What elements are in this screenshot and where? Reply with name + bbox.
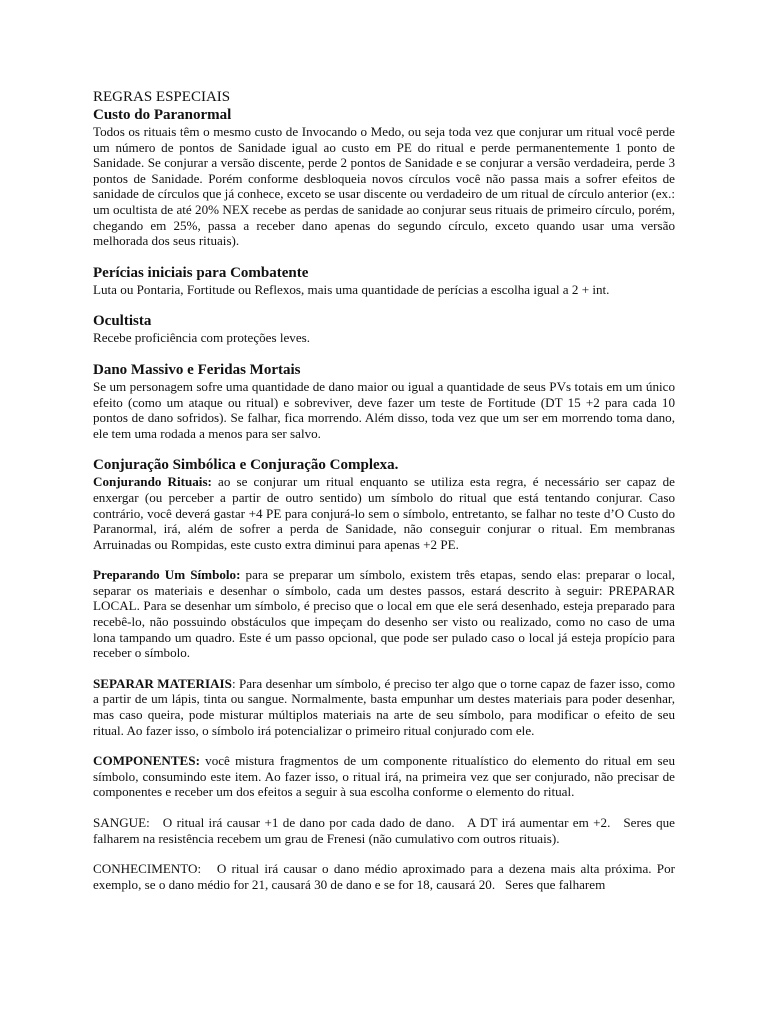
paragraph-ocultista: Recebe proficiência com proteções leves. (93, 330, 311, 346)
spacer (93, 661, 675, 676)
document-content (93, 88, 679, 892)
heading-custo-paranormal: Custo do Paranormal (93, 107, 232, 123)
spacer (93, 297, 675, 312)
paragraph-custo-paranormal: Todos os rituais têm o mesmo custo de Invocando o Medo, ou seja toda vez que conjurar um ritual você perde um número de pontos de Sanidade igual ao custo em PE do ritual e perde permanentemente 1 ponto de Sanidade. Se conjurar a versão discente, perde 2 pontos de Sanidade e se conjurar a versão verdadeira, perde 3 pontos de Sanidade. Porém conforme desbloqueia novos círculos você não passa mais a sofrer efeitos de sanidade de círculos que já conhece, exceto se usar discente ou verdadeiro de um ritual de círculo anterior (ex.: um ocultista de até 20% NEX recebe as perdas de sanidade ao conjurar seus rituais de primeiro círculo, porém, chegando em 25%, passa a receber dano apenas do segundo círculo, exceto quando usar uma versão melhorada dos seus rituais). (93, 124, 675, 249)
spacer (93, 346, 675, 361)
heading-conjuracao: Conjuração Simbólica e Conjuração Complexa. (93, 457, 399, 474)
paragraph-pericias: Luta ou Pontaria, Fortitude ou Reflexos, mais uma quantidade de perícias a escolha igual a 2 + int. (93, 281, 610, 297)
text-componentes: você mistura fragmentos de um componente ritualístico do elemento do ritual em seu símbolo, consumindo este item. Ao fazer isso, o ritual irá, na primeira vez que ser conjurado, não precisar de componentes e receber um dos efeitos a seguir à sua escolha conforme o elemento do ritual. (93, 753, 675, 800)
spacer (93, 552, 675, 567)
heading-ocultista: Ocultista (93, 313, 152, 330)
paragraph-separar-materiais (93, 676, 675, 738)
paragraph-dano-massivo: Se um personagem sofre uma quantidade de dano maior ou igual a quantidade de seus PVs totais em um único efeito (como um ataque ou ritual) e sobreviver, deve fazer um teste de Fortitude (DT 15 +2 para cada 10 pontos de dano sofridos). Se falhar, fica morrendo. Além disso, toda vez que um ser em morrendo toma dano, ele tem uma rodada a menos para ser salvo. (93, 378, 675, 441)
spacer (93, 441, 675, 456)
label-componentes: COMPONENTES: (93, 753, 200, 769)
label-preparando-simbolo: Preparando Um Símbolo: (93, 567, 241, 583)
paragraph-preparando-simbolo (93, 567, 675, 661)
spacer (93, 846, 675, 861)
document-title: REGRAS ESPECIAIS (93, 89, 231, 105)
label-conjurando-rituais: Conjurando Rituais: (93, 474, 212, 490)
spacer (93, 738, 675, 753)
spacer (93, 249, 675, 264)
paragraph-conhecimento: CONHECIMENTO: O ritual irá causar o dano médio aproximado para a dezena mais alta próxima. Por exemplo, se o dano médio for 21, causará 30 de dano e se for 18, causará 20. Seres que falharem (93, 861, 679, 892)
text-preparando-simbolo: para se preparar um símbolo, existem três etapas, sendo elas: preparar o local, separar os materiais e desenhar o símbolo, cada um destes passos, estará descrito à seguir: PREPARAR LOCAL. Para se desenhar um símbolo, é preciso que o local em que ele será desenhado, esteja preparado para recebê-lo, não possuindo obstáculos que impeçam do desenho ser visto ou realizado, como no caso de uma lona tampando um quadro. Este é um passo opcional, que pode ser pulado caso o local já esteja propício para receber o símbolo. (93, 567, 676, 661)
paragraph-conjurando-rituais (93, 474, 675, 552)
paragraph-sangue: SANGUE: O ritual irá causar +1 de dano por cada dado de dano. A DT irá aumentar em +2. Seres que falharem na resistência recebem um grau de Frenesi (não cumulativo com outros rituais). (93, 815, 679, 846)
heading-pericias: Perícias iniciais para Combatente (93, 264, 309, 281)
heading-dano-massivo: Dano Massivo e Feridas Mortais (93, 361, 301, 378)
text-conjurando-rituais: ao se conjurar um ritual enquanto se utiliza esta regra, é necessário ser capaz de enxergar (ou perceber a partir de outro sentido) um símbolo do ritual que está tentando conjurar. Caso contrário, você deverá gastar +4 PE para conjurá-lo sem o símbolo, entretanto, se falhar no teste d’O Custo do Paranormal, irá, além de sofrer a perda de Sanidade, não conseguir conjurar o ritual. Em membranas Arruinadas ou Rompidas, este custo extra diminui para apenas +2 PE. (93, 474, 675, 552)
spacer (93, 800, 675, 815)
label-separar-materiais: SEPARAR MATERIAIS (93, 675, 232, 691)
text-separar-materiais: : Para desenhar um símbolo, é preciso ter algo que o torne capaz de fazer isso, como a partir de um lápis, tinta ou sangue. Normalmente, basta empunhar um destes materiais para poder desenhar, mas caso queira, pode misturar múltiplos materiais na arte de seu símbolo, para modificar o efeito de seu ritual. Ao fazer isso, o símbolo irá potencializar o primeiro ritual conjurado com ele. (93, 675, 675, 738)
paragraph-componentes (93, 753, 675, 800)
